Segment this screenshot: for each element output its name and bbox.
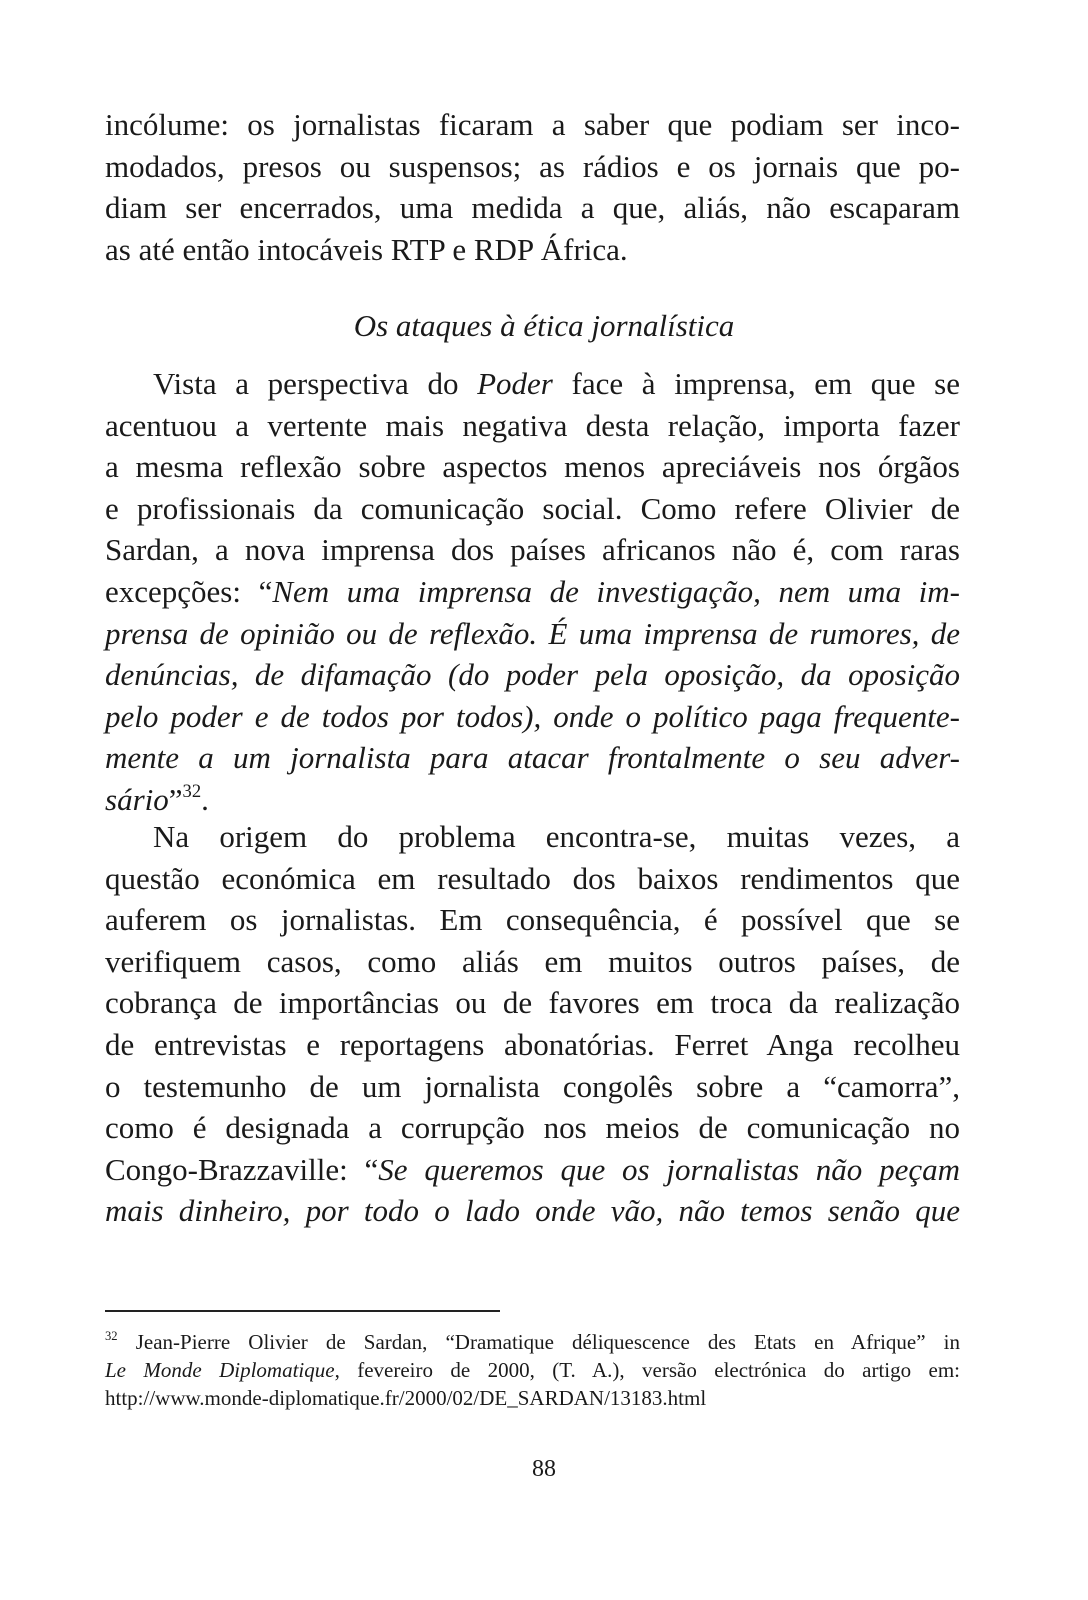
paragraph-continuation bbox=[105, 104, 960, 270]
text-line: a mesma reflexão sobre aspectos menos apreciáveis nos órgãos bbox=[105, 449, 960, 485]
text-line: mente a um jornalista para atacar frontalmente o seu adver- bbox=[105, 740, 960, 776]
text-line: verifiquem casos, como aliás em muitos outros países, de bbox=[105, 943, 960, 979]
text-line: modados, presos ou suspensos; as rádios e os jornais que po- bbox=[105, 148, 960, 184]
text-line: como é designada a corrupção nos meios de comunicação no bbox=[105, 1110, 960, 1146]
text-line: o testemunho de um jornalista congolês sobre a “camorra”, bbox=[105, 1068, 960, 1104]
text-line: diam ser encerrados, uma medida a que, aliás, não escaparam bbox=[105, 190, 960, 226]
paragraph-ethics bbox=[105, 363, 960, 821]
text-line: de entrevistas e reportagens abonatórias. Ferret Anga recolheu bbox=[105, 1026, 960, 1062]
text-line: pelo poder e de todos por todos), onde o político paga frequente- bbox=[105, 698, 960, 734]
text-line: e profissionais da comunicação social. Como refere Olivier de bbox=[105, 490, 960, 526]
footnote-url: http://www.monde-diplomatique.fr/2000/02/DE_SARDAN/13183.html bbox=[105, 1386, 707, 1410]
text-line: cobrança de importâncias ou de favores em troca da realização bbox=[105, 985, 960, 1021]
footnote-line: Le Monde Diplomatique, fevereiro de 2000, (T. A.), versão electrónica do artigo em: bbox=[105, 1358, 960, 1382]
paragraph-economics bbox=[105, 816, 960, 1232]
text-line: Na origem do problema encontra-se, muitas vezes, a bbox=[153, 819, 960, 854]
text-line: excepções: “Nem uma imprensa de investigação, nem uma im- bbox=[105, 573, 960, 609]
footnote-ref: 32 bbox=[182, 780, 202, 802]
text-line: denúncias, de difamação (do poder pela oposição, da oposição bbox=[105, 657, 960, 693]
text-line: prensa de opinião ou de reflexão. É uma imprensa de rumores, de bbox=[105, 615, 960, 651]
footnote-line: $^{32}$ Jean-Pierre Olivier de Sardan, “Dramatique déliquescence des Etats en Afrique” in bbox=[105, 1329, 960, 1354]
text-line: Sardan, a nova imprensa dos países africanos não é, com raras bbox=[105, 532, 960, 568]
page-number: 88 bbox=[532, 1456, 556, 1482]
text-line: sário”$^{32}$. bbox=[105, 780, 209, 817]
footnote bbox=[105, 1328, 960, 1412]
footnote-number: 32 bbox=[105, 1329, 118, 1344]
text-line: Congo-Brazzaville: “Se queremos que os jornalistas não peçam bbox=[105, 1151, 960, 1187]
text-line: questão económica em resultado dos baixos rendimentos que bbox=[105, 860, 960, 896]
footnote-divider bbox=[105, 1310, 500, 1312]
text-line: incólume: os jornalistas ficaram a saber que podiam ser inco- bbox=[105, 107, 960, 142]
text-line: Vista a perspectiva do Poder face à imprensa, em que se bbox=[153, 366, 960, 401]
text-line: auferem os jornalistas. Em consequência, é possível que se bbox=[105, 902, 960, 938]
text-line: mais dinheiro, por todo o lado onde vão, não temos senão que bbox=[105, 1193, 960, 1229]
text-line: acentuou a vertente mais negativa desta relação, importa fazer bbox=[105, 407, 960, 443]
text-line: as até então intocáveis RTP e RDP África. bbox=[105, 231, 628, 267]
section-heading: Os ataques à ética jornalística bbox=[353, 308, 735, 343]
